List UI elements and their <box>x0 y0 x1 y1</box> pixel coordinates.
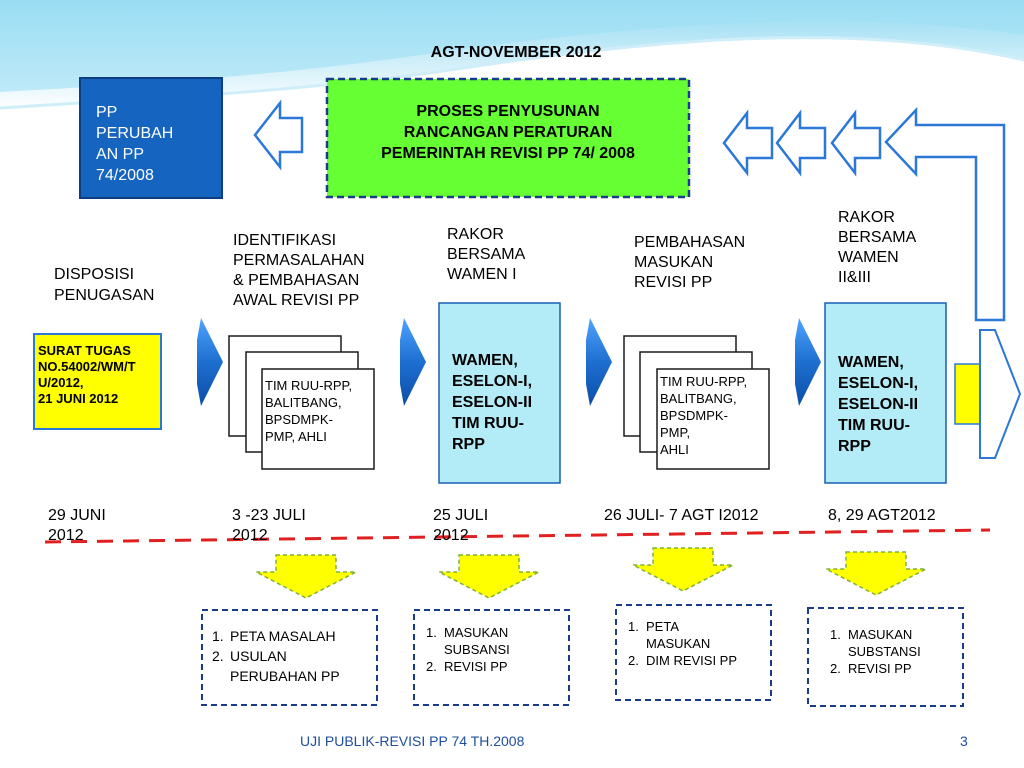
step-title-pembahasan: PEMBAHASAN MASUKAN REVISI PP <box>634 234 746 291</box>
wamen-box-2-text: WAMEN, ESELON-I, ESELON-II TIM RUU- RPP <box>838 354 919 455</box>
timeline-dashed-line <box>45 530 990 542</box>
output-item: 2. DIM REVISI PP <box>628 653 738 668</box>
output-item: 1. MASUKAN SUBSANSI <box>426 625 510 657</box>
down-arrow-icon <box>256 555 356 598</box>
date-step-1: 29 JUNI 2012 <box>48 507 106 544</box>
right-arrow-icon <box>795 318 821 406</box>
output-item: 1. MASUKAN SUBSTANSI <box>830 627 921 659</box>
date-step-4: 26 JULI- 7 AGT I2012 <box>604 507 759 524</box>
result-box-text: PP PERUBAH AN PP 74/2008 <box>96 104 174 184</box>
right-arrow-icon <box>586 318 612 406</box>
date-step-3: 25 JULI 2012 <box>433 507 489 544</box>
step-title-rakor-2: RAKOR BERSAMA WAMEN II&III <box>838 209 917 286</box>
tim-stack-1-text: TIM RUU-RPP, BALITBANG, BPSDMPK- PMP, AHLI <box>265 378 353 444</box>
wamen-box-1-text: WAMEN, ESELON-I, ESELON-II TIM RUU- RPP <box>452 352 533 453</box>
output-item: 2. USULAN PERUBAHAN PP <box>212 648 340 684</box>
left-arrow-icon <box>255 103 302 167</box>
date-step-5: 8, 29 AGT2012 <box>828 507 936 524</box>
left-arrow-icon <box>724 113 772 173</box>
left-arrow-icon <box>777 113 825 173</box>
step-title-rakor-1: RAKOR BERSAMA WAMEN I <box>447 226 526 283</box>
header-period: AGT-NOVEMBER 2012 <box>430 44 602 61</box>
down-arrow-icon <box>633 548 733 591</box>
process-box-text: PROSES PENYUSUNAN RANCANGAN PERATURAN PEMERINTAH REVISI PP 74/ 2008 <box>381 103 635 162</box>
output-list-2 <box>426 624 510 675</box>
output-list-1 <box>212 626 340 686</box>
right-arrow-icon <box>980 330 1020 458</box>
down-arrow-icon <box>439 555 539 598</box>
step-title-identifikasi: IDENTIFIKASI PERMASALAHAN & PEMBAHASAN AWAL REVISI PP <box>233 232 365 309</box>
left-arrow-icon <box>832 113 880 173</box>
output-item: 2. REVISI PP <box>426 659 508 674</box>
output-item: 1. PETA MASALAH <box>212 628 336 644</box>
surat-tugas-text: SURAT TUGAS NO.54002/WM/T U/2012, 21 JUNI 2012 <box>38 343 136 406</box>
footer-title: UJI PUBLIK-REVISI PP 74 TH.2008 <box>300 733 525 749</box>
output-item: 2. REVISI PP <box>830 661 912 676</box>
output-list-3 <box>628 618 737 669</box>
output-item: 1. PETA MASUKAN <box>628 619 711 651</box>
tim-stack-2-text: TIM RUU-RPP, BALITBANG, BPSDMPK- PMP, AHLI <box>660 374 748 457</box>
down-arrow-icon <box>826 552 926 595</box>
right-arrow-icon <box>197 318 223 406</box>
output-list-4 <box>830 626 921 677</box>
right-arrow-icon <box>400 318 426 406</box>
page-number: 3 <box>960 733 968 749</box>
step-title-disposisi: DISPOSISI PENUGASAN <box>54 266 155 304</box>
date-step-2: 3 -23 JULI 2012 <box>232 507 306 544</box>
